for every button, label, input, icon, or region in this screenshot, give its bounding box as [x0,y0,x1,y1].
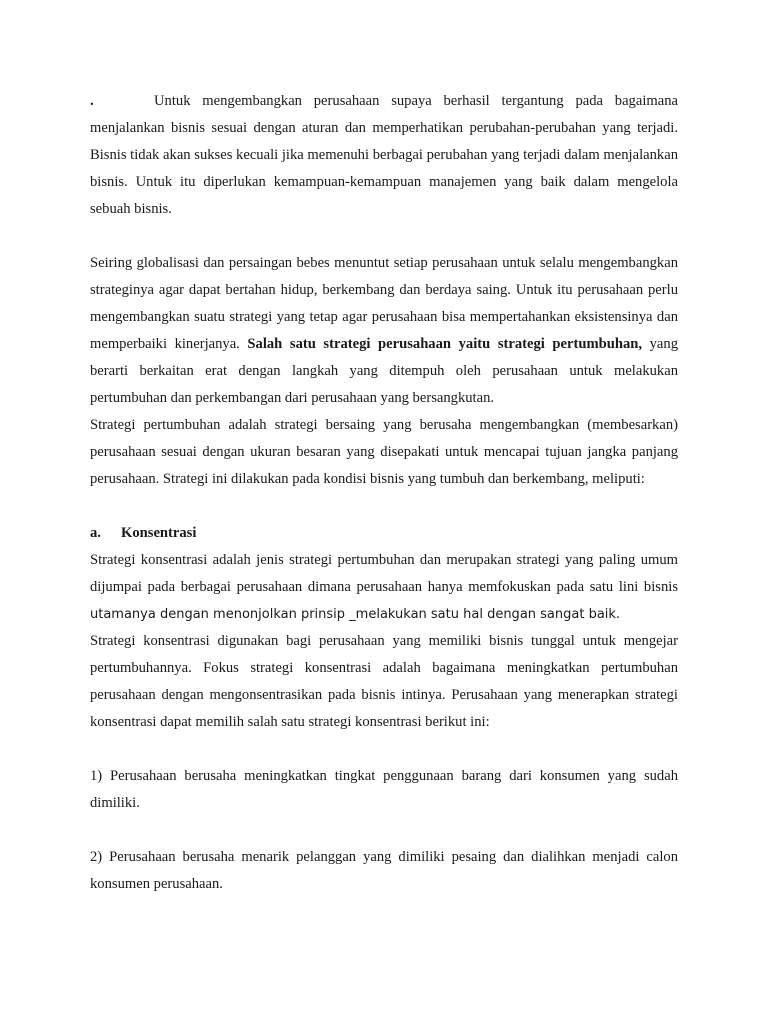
paragraph-gap [90,223,678,250]
paragraph-gap [90,817,678,844]
concentration-principle-text: utamanya dengan menonjolkan prinsip _melakukan satu hal dengan sangat baik. [90,607,621,622]
growth-strategy-paragraph: Strategi pertumbuhan adalah strategi bersaing yang berusaha mengembangkan (membesarkan) perusahaan sesuai dengan ukuran besaran yang disepakati untuk mencapai tujuan jangka panjang perusahaan. Strategi ini dilakukan pada kondisi bisnis yang tumbuh dan berkembang, meliputi: [90,417,678,487]
list-item: 2) Perusahaan berusaha menarik pelanggan yang dimiliki pesaing dan dialihkan menjadi calon konsumen perusahaan. [90,849,678,892]
concentration-definition-paragraph [90,547,678,628]
section-heading-konsentrasi [90,520,678,547]
section-number: a. [90,525,101,541]
intro-text: Untuk mengembangkan perusahaan supaya berhasil tergantung pada bagaimana menjalankan bisnis sesuai dengan aturan dan memperhatikan perubahan-perubahan yang terjadi. Bisnis tidak akan sukses kecuali jika memenuhi berbagai perubahan yang terjadi dalam menjalankan bisnis. Untuk itu diperlukan kemampuan-kemampuan manajemen yang baik dalam mengelola sebuah bisnis. [90,93,678,217]
section-title: Konsentrasi [121,525,197,541]
lead-mark: . [90,93,94,109]
list-item: 1) Perusahaan berusaha meningkatkan tingkat penggunaan barang dari konsumen yang sudah dimiliki. [90,768,678,811]
concentration-usage-paragraph: Strategi konsentrasi digunakan bagi perusahaan yang memiliki bisnis tunggal untuk mengejar pertumbuhannya. Fokus strategi konsentrasi adalah bagaimana meningkatkan pertumbuhan perusahaan dengan mengonsentrasikan pada bisnis intinya. Perusahaan yang menerapkan strategi konsentrasi dapat memilih salah satu strategi konsentrasi berikut ini: [90,633,678,730]
paragraph-gap [90,493,678,520]
globalization-text-end: yang berarti berkaitan erat dengan langkah yang ditempuh oleh perusahaan untuk melakukan pertumbuhan dan perkembangan dari perusahaan yang bersangkutan. [90,336,678,406]
intro-paragraph [90,88,678,223]
globalization-paragraph [90,250,678,412]
paragraph-gap [90,736,678,763]
globalization-text: Seiring globalisasi dan persaingan bebes menuntut setiap perusahaan untuk selalu mengembangkan strateginya agar dapat bertahan hidup, berkembang dan berdaya saing. Untuk itu perusahaan perlu mengembangkan suatu strategi yang tetap agar perusahaan bisa mempertahankan eksistensinya dan memperbaiki kinerjanya. [90,255,678,352]
concentration-definition-text: Strategi konsentrasi adalah jenis strategi pertumbuhan dan merupakan strategi yang paling umum dijumpai pada berbagai perusahaan dimana perusahaan hanya memfokuskan pada satu lini bisnis [90,552,678,595]
document-page [90,88,678,898]
growth-strategy-bold: Salah satu strategi perusahaan yaitu strategi pertumbuhan, [247,336,643,352]
